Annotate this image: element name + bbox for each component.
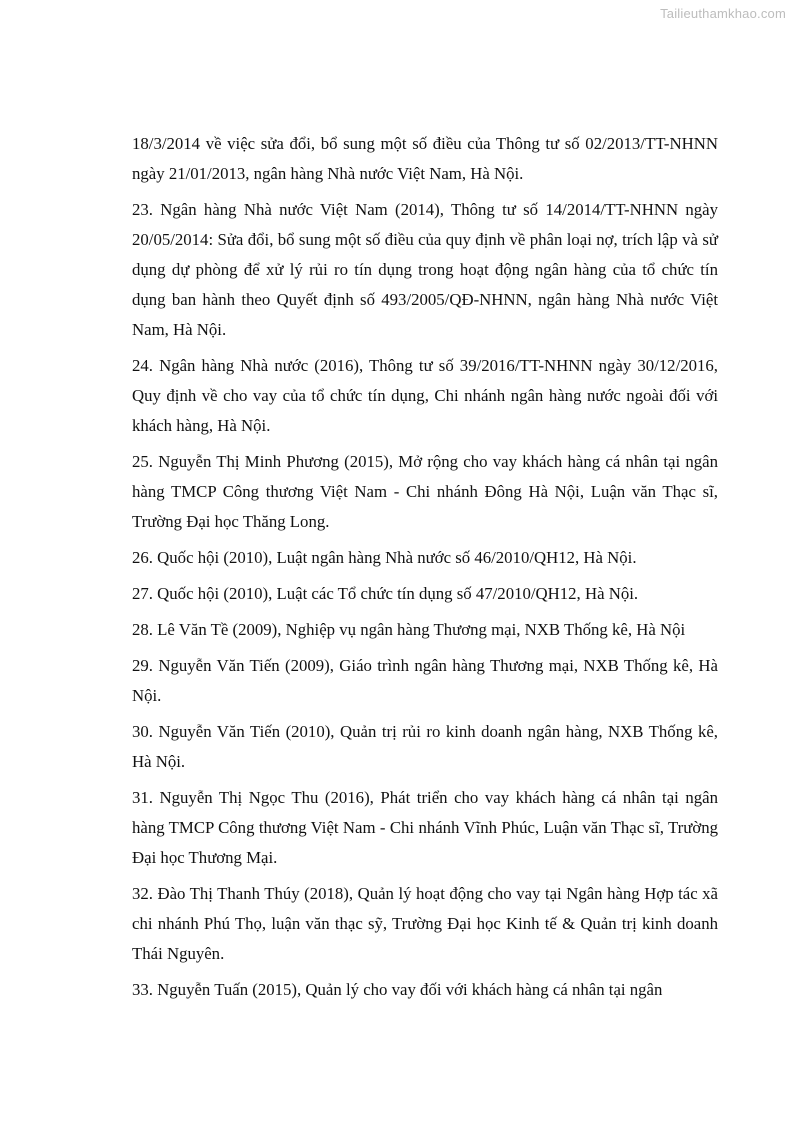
reference-item: 29. Nguyễn Văn Tiến (2009), Giáo trình ngân hàng Thương mại, NXB Thống kê, Hà Nội. bbox=[132, 656, 718, 705]
reference-item: 32. Đào Thị Thanh Thúy (2018), Quản lý hoạt động cho vay tại Ngân hàng Hợp tác xã chi nhánh Phú Thọ, luận văn thạc sỹ, Trường Đại học Kinh tế & Quản trị kinh doanh Thái Nguyên. bbox=[132, 884, 718, 963]
reference-list bbox=[132, 129, 718, 1011]
reference-item: 28. Lê Văn Tề (2009), Nghiệp vụ ngân hàng Thương mại, NXB Thống kê, Hà Nội bbox=[132, 620, 686, 639]
reference-item: 31. Nguyễn Thị Ngọc Thu (2016), Phát triển cho vay khách hàng cá nhân tại ngân hàng TMCP Công thương Việt Nam - Chi nhánh Vĩnh Phúc, Luận văn Thạc sĩ, Trường Đại học Thương Mại. bbox=[132, 788, 718, 867]
reference-item: 33. Nguyễn Tuấn (2015), Quản lý cho vay đối với khách hàng cá nhân tại ngân bbox=[132, 980, 663, 999]
reference-item: 18/3/2014 về việc sửa đổi, bổ sung một số điều của Thông tư số 02/2013/TT-NHNN ngày 21/01/2013, ngân hàng Nhà nước Việt Nam, Hà Nội. bbox=[132, 134, 718, 183]
reference-item: 27. Quốc hội (2010), Luật các Tổ chức tín dụng số 47/2010/QH12, Hà Nội. bbox=[132, 584, 639, 603]
reference-item: 23. Ngân hàng Nhà nước Việt Nam (2014), Thông tư số 14/2014/TT-NHNN ngày 20/05/2014: Sửa đổi, bổ sung một số điều của quy định về phân loại nợ, trích lập và sử dụng dự phòng để xử lý rủi ro tín dụng trong hoạt động ngân hàng của tổ chức tín dụng ban hành theo Quyết định số 493/2005/QĐ-NHNN, ngân hàng Nhà nước Việt Nam, Hà Nội. bbox=[132, 200, 718, 339]
reference-item: 26. Quốc hội (2010), Luật ngân hàng Nhà nước số 46/2010/QH12, Hà Nội. bbox=[132, 548, 637, 567]
reference-item: 30. Nguyễn Văn Tiến (2010), Quản trị rủi ro kinh doanh ngân hàng, NXB Thống kê, Hà Nội. bbox=[132, 722, 718, 771]
reference-item: 25. Nguyễn Thị Minh Phương (2015), Mở rộng cho vay khách hàng cá nhân tại ngân hàng TMCP Công thương Việt Nam - Chi nhánh Đông Hà Nội, Luận văn Thạc sĩ, Trường Đại học Thăng Long. bbox=[132, 452, 718, 531]
watermark: Tailieuthamkhao.com bbox=[660, 6, 786, 21]
reference-item: 24. Ngân hàng Nhà nước (2016), Thông tư số 39/2016/TT-NHNN ngày 30/12/2016, Quy định về cho vay của tổ chức tín dụng, Chi nhánh ngân hàng nước ngoài đối với khách hàng, Hà Nội. bbox=[132, 356, 718, 435]
